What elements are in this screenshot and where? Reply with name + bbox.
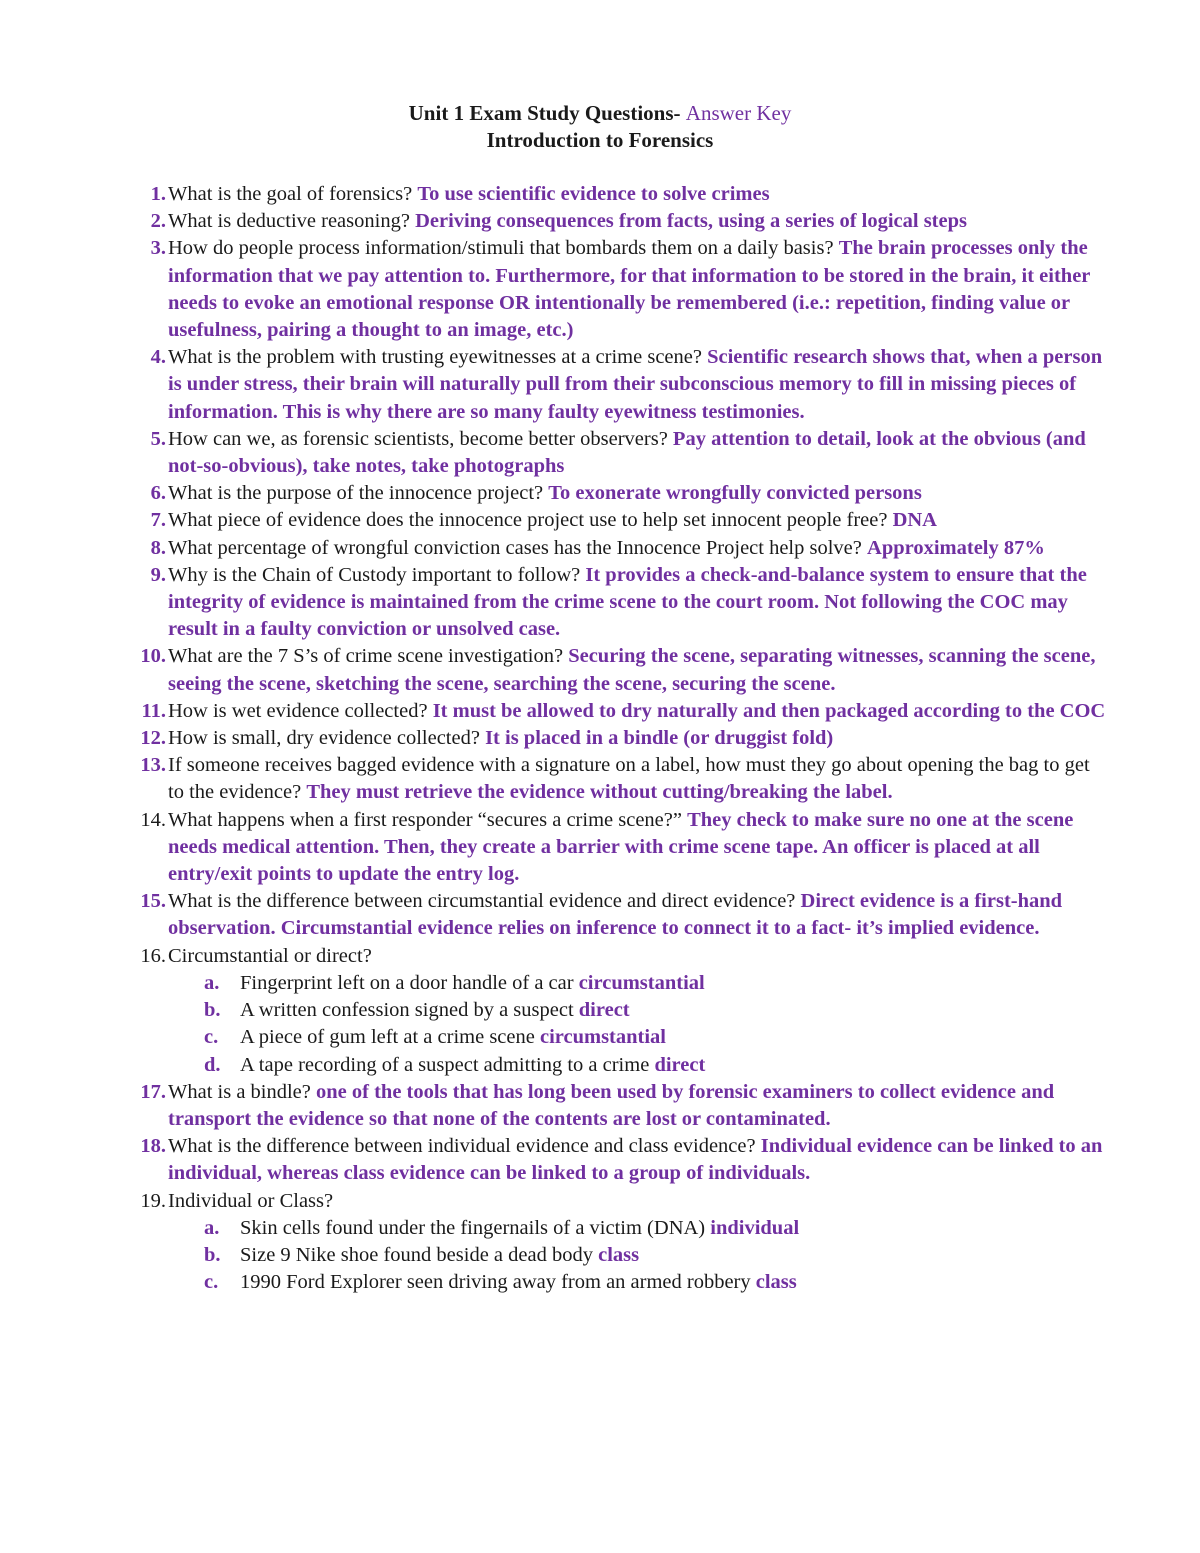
question-body xyxy=(168,535,1110,562)
question-number: 15. xyxy=(140,890,166,913)
question-text: Circumstantial or direct? xyxy=(168,944,372,967)
question-number: 12. xyxy=(140,727,166,750)
question-body xyxy=(168,1079,1110,1133)
question-number: 18. xyxy=(140,1135,166,1158)
answer-text: Direct evidence is a first-hand observation. Circumstantial evidence relies on inference to connect it to a fact- it’s implied evidence. xyxy=(168,890,1063,940)
answer-text: It provides a check-and-balance system to ensure that the integrity of evidence is maintained from the crime scene to the court room. Not following the COC may result in a faulty conviction or unsolved case. xyxy=(168,563,1087,641)
question-item xyxy=(126,1188,1110,1215)
sub-question-item xyxy=(126,1215,1110,1242)
question-text: How is wet evidence collected? xyxy=(168,699,433,722)
question-text: What are the 7 S’s of crime scene investigation? xyxy=(168,645,569,668)
sub-question-text: Size 9 Nike shoe found beside a dead body xyxy=(240,1243,599,1266)
sub-answer-text: circumstantial xyxy=(539,1026,666,1049)
question-text: What is deductive reasoning? xyxy=(168,210,416,233)
question-item xyxy=(126,725,1110,752)
question-item xyxy=(126,1079,1110,1133)
sub-question-body xyxy=(240,1024,1110,1051)
document-header xyxy=(0,100,1200,154)
sub-question-letter: c. xyxy=(204,1026,219,1049)
question-text: What percentage of wrongful conviction cases has the Innocence Project help solve? xyxy=(168,536,868,559)
question-number: 9. xyxy=(150,563,166,586)
question-number: 1. xyxy=(150,183,166,205)
question-item xyxy=(126,426,1110,480)
sub-question-text: A tape recording of a suspect admitting to a crime xyxy=(240,1053,655,1076)
sub-question-text: A written confession signed by a suspect xyxy=(240,999,579,1022)
title-accent: Answer Key xyxy=(685,101,792,125)
question-number: 16. xyxy=(140,944,166,967)
sub-question-body xyxy=(240,970,1110,997)
question-number: 13. xyxy=(140,754,166,777)
answer-text: They must retrieve the evidence without cutting/breaking the label. xyxy=(306,781,893,804)
question-text: What is a bindle? xyxy=(168,1080,317,1103)
question-item xyxy=(126,562,1110,644)
sub-question-letter: b. xyxy=(204,1243,221,1266)
question-body xyxy=(168,208,1110,235)
question-item xyxy=(126,752,1110,806)
sub-question-body xyxy=(240,1215,1110,1242)
answer-text: Approximately 87% xyxy=(867,536,1045,559)
question-item xyxy=(126,535,1110,562)
sub-question-letter: a. xyxy=(204,1216,220,1239)
sub-question-item xyxy=(126,1269,1110,1296)
question-text: What is the difference between individual evidence and class evidence? xyxy=(168,1135,761,1158)
answer-text: To use scientific evidence to solve crimes xyxy=(417,183,770,205)
question-text: How do people process information/stimuli that bombards them on a daily basis? xyxy=(168,237,839,260)
question-body xyxy=(168,1133,1110,1187)
question-item xyxy=(126,181,1110,208)
question-body xyxy=(168,725,1110,752)
sub-question-text: A piece of gum left at a crime scene xyxy=(240,1026,540,1049)
question-body xyxy=(168,752,1110,806)
answer-text: one of the tools that has long been used by forensic examiners to collect evidence and transport the evidence so that none of the contents are lost or contaminated. xyxy=(168,1080,1055,1130)
answer-text: Individual evidence can be linked to an individual, whereas class evidence can be linked to a group of individuals. xyxy=(168,1135,1103,1185)
answer-text: It is placed in a bindle (or druggist fold) xyxy=(485,727,834,750)
question-number: 11. xyxy=(141,699,166,722)
question-body xyxy=(168,562,1110,644)
sub-answer-text: direct xyxy=(654,1053,706,1076)
question-body xyxy=(168,480,1110,507)
sub-answer-text: class xyxy=(755,1271,797,1294)
question-item xyxy=(126,1133,1110,1187)
question-body xyxy=(168,807,1110,889)
question-text: How can we, as forensic scientists, become better observers? xyxy=(168,427,673,450)
sub-question-item xyxy=(126,1242,1110,1269)
question-body xyxy=(168,344,1110,426)
question-body xyxy=(168,426,1110,480)
sub-question-letter: d. xyxy=(204,1053,221,1076)
question-body xyxy=(168,698,1110,725)
question-number: 5. xyxy=(150,427,166,450)
question-text: How is small, dry evidence collected? xyxy=(168,727,486,750)
answer-text: DNA xyxy=(892,509,937,532)
question-item xyxy=(126,943,1110,970)
answer-text: It must be allowed to dry naturally and then packaged according to the COC xyxy=(432,699,1106,722)
question-number: 2. xyxy=(150,210,166,233)
document-title xyxy=(0,100,1200,127)
answer-text: To exonerate wrongfully convicted persons xyxy=(548,482,922,505)
document-subtitle: Introduction to Forensics xyxy=(486,128,714,152)
answer-text: Scientific research shows that, when a person is under stress, their brain will naturally pull from their subconscious memory to fill in missing pieces of information. This is why there are so many faulty eyewitness testimonies. xyxy=(168,346,1103,423)
question-text: What is the difference between circumstantial evidence and direct evidence? xyxy=(168,890,801,913)
question-item xyxy=(126,643,1110,697)
question-number: 19. xyxy=(140,1189,166,1212)
title-main: Unit 1 Exam Study Questions- xyxy=(408,101,686,125)
question-body xyxy=(168,181,1110,208)
question-number: 8. xyxy=(150,536,166,559)
question-text: What happens when a first responder “secures a crime scene?” xyxy=(168,808,688,831)
question-body xyxy=(168,888,1110,942)
question-body xyxy=(168,1188,1110,1215)
sub-question-body xyxy=(240,997,1110,1024)
sub-answer-text: class xyxy=(598,1243,640,1266)
question-text: Individual or Class? xyxy=(168,1189,334,1212)
question-text: If someone receives bagged evidence with a signature on a label, how must they go about opening the bag to get to the evidence? xyxy=(168,754,1090,804)
question-item xyxy=(126,507,1110,534)
question-item xyxy=(126,807,1110,889)
question-list xyxy=(126,181,1110,1296)
answer-text: Deriving consequences from facts, using a series of logical steps xyxy=(415,210,967,233)
sub-question-item xyxy=(126,997,1110,1024)
question-number: 14. xyxy=(140,808,166,831)
question-item xyxy=(126,888,1110,942)
sub-question-item xyxy=(126,1024,1110,1051)
answer-text: The brain processes only the information that we pay attention to. Furthermore, for that information to be stored in the brain, it either needs to evoke an emotional response OR intentionally be remembered (i.e.: repetition, finding value or usefulness, pairing a thought to an image, etc.) xyxy=(168,237,1091,342)
question-text: What is the problem with trusting eyewitnesses at a crime scene? xyxy=(168,346,708,369)
sub-answer-text: direct xyxy=(578,999,630,1022)
question-text: What is the purpose of the innocence project? xyxy=(168,482,549,505)
sub-question-letter: a. xyxy=(204,971,220,994)
question-body xyxy=(168,235,1110,344)
sub-question-text: 1990 Ford Explorer seen driving away from an armed robbery xyxy=(240,1271,756,1294)
answer-text: Securing the scene, separating witnesses, scanning the scene, seeing the scene, sketching the scene, searching the scene, securing the scene. xyxy=(168,645,1096,695)
question-text: What piece of evidence does the innocence project use to help set innocent people free? xyxy=(168,509,893,532)
question-item xyxy=(126,698,1110,725)
question-number: 3. xyxy=(150,237,166,260)
sub-answer-text: individual xyxy=(710,1216,800,1239)
sub-question-body xyxy=(240,1242,1110,1269)
answer-text: They check to make sure no one at the scene needs medical attention. Then, they create a barrier with crime scene tape. An officer is placed at all entry/exit points to update the entry log. xyxy=(168,808,1074,886)
question-item xyxy=(126,235,1110,344)
sub-question-text: Skin cells found under the fingernails of a victim (DNA) xyxy=(240,1216,711,1239)
sub-question-letter: c. xyxy=(204,1271,219,1294)
question-item xyxy=(126,344,1110,426)
sub-question-item xyxy=(126,1052,1110,1079)
question-body xyxy=(168,507,1110,534)
question-number: 6. xyxy=(150,482,166,505)
sub-answer-text: circumstantial xyxy=(578,971,705,994)
question-body xyxy=(168,943,1110,970)
sub-question-body xyxy=(240,1052,1110,1079)
question-number: 17. xyxy=(140,1080,166,1103)
sub-question-item xyxy=(126,970,1110,997)
sub-question-text: Fingerprint left on a door handle of a car xyxy=(240,971,579,994)
sub-question-body xyxy=(240,1269,1110,1296)
question-body xyxy=(168,643,1110,697)
question-text: What is the goal of forensics? xyxy=(168,183,418,205)
question-number: 10. xyxy=(140,645,166,668)
answer-text: Pay attention to detail, look at the obvious (and not-so-obvious), take notes, take photographs xyxy=(168,427,1086,478)
question-item xyxy=(126,480,1110,507)
question-number: 7. xyxy=(150,509,166,532)
question-item xyxy=(126,208,1110,235)
sub-question-letter: b. xyxy=(204,999,221,1022)
question-text: Why is the Chain of Custody important to follow? xyxy=(168,563,586,586)
question-number: 4. xyxy=(150,346,166,369)
